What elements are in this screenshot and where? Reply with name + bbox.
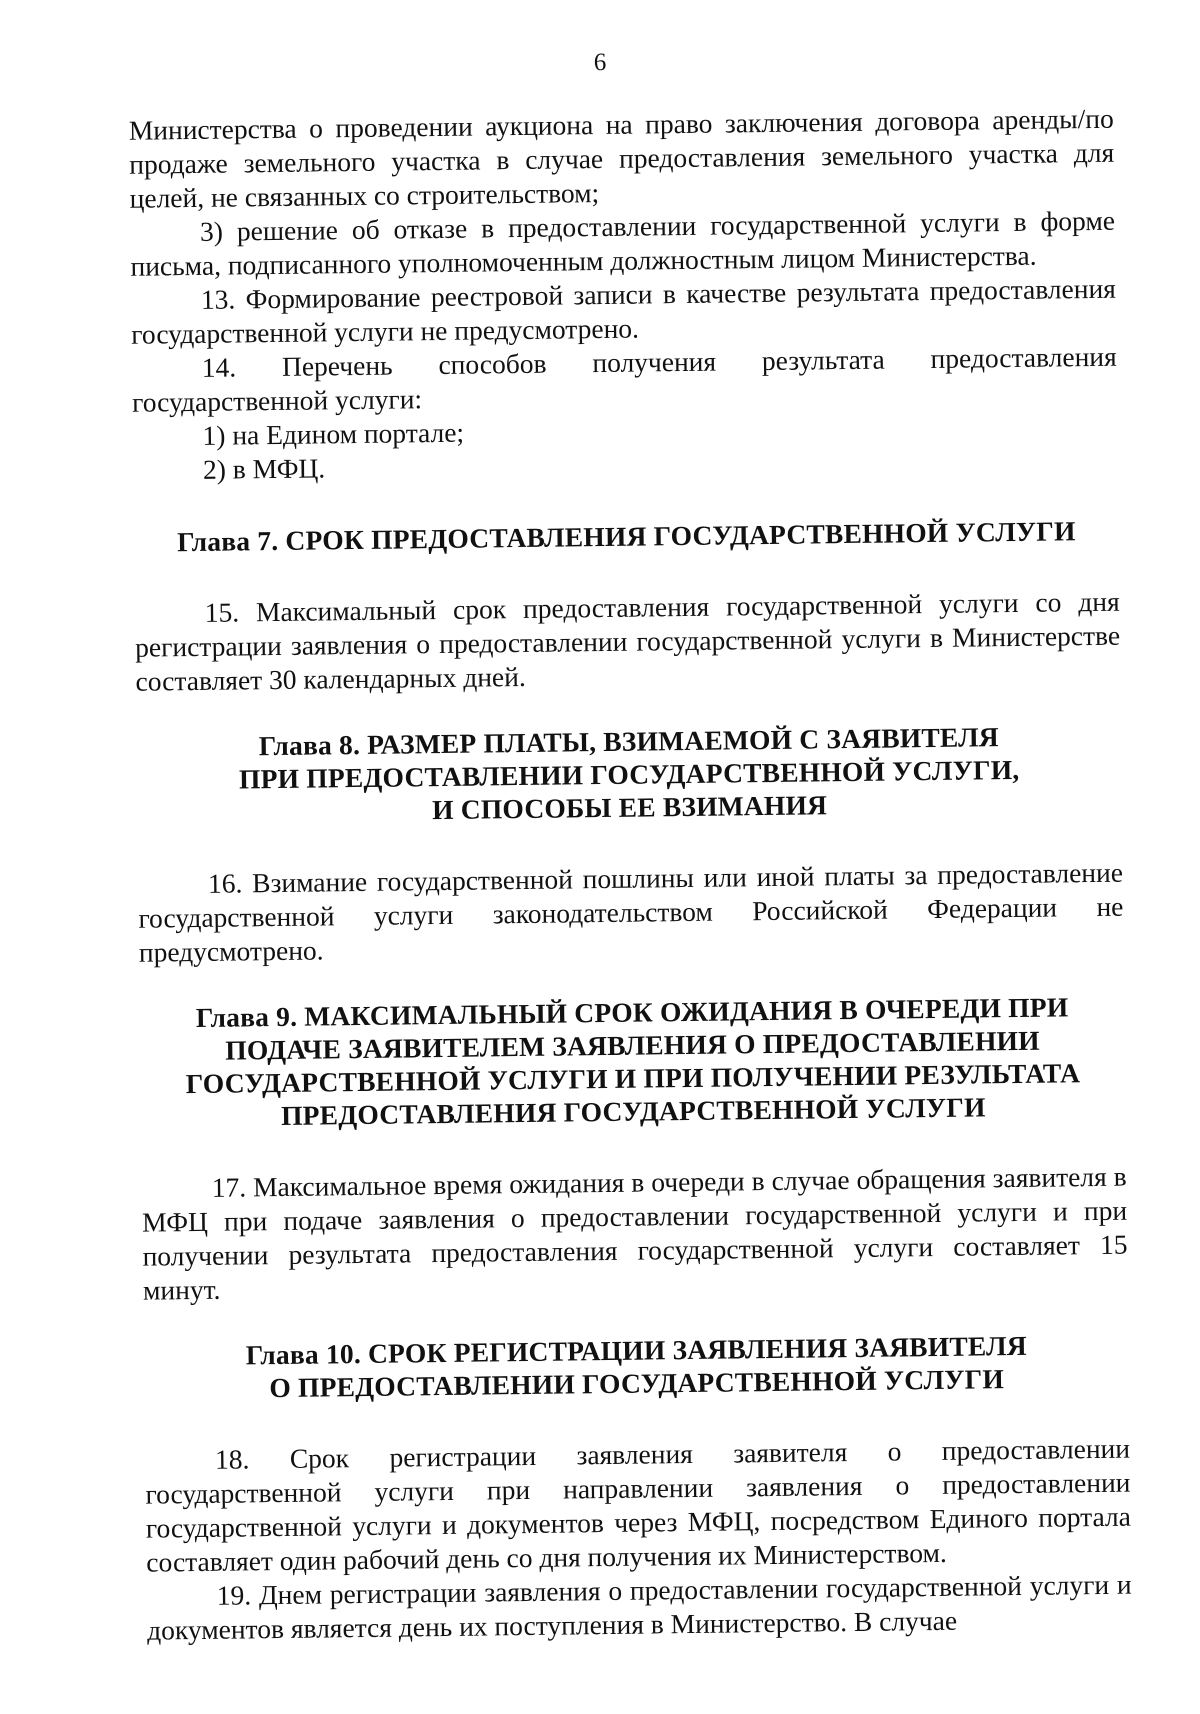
- chapter-10-heading-line: О ПРЕДОСТАВЛЕНИИ ГОСУДАРСТВЕННОЙ УСЛУГИ: [269, 1363, 1005, 1404]
- chapter-8-heading-line: Глава 8. РАЗМЕР ПЛАТЫ, ВЗИМАЕМОЙ С ЗАЯВИТЕЛЯ: [258, 721, 1000, 762]
- document-body: [129, 102, 1133, 1648]
- chapter-8-heading-line: ПРИ ПРЕДОСТАВЛЕНИИ ГОСУДАРСТВЕННОЙ УСЛУГИ,: [238, 753, 1020, 795]
- paragraph-18: 18. Срок регистрации заявления заявителя о предоставлении государственной услуги при направлении заявления о предоставлении государственной услуги и документов через МФЦ, посредством Единого портала составляет один рабочий день со дня получения их Министерством.: [145, 1432, 1132, 1578]
- paragraph-17: 17. Максимальное время ожидания в очереди в случае обращения заявителя в МФЦ при подаче заявления о предоставлении государственной услуги и при получении результата предоставления государственной услуги составляет 15 минут.: [141, 1160, 1128, 1306]
- chapter-10-heading: [144, 1328, 1130, 1406]
- paragraph-15: 15. Максимальный срок предоставления государственной услуги со дня регистрации заявления о предоставлении государственной услуги в Министерстве составляет 30 календарных дней.: [134, 585, 1121, 697]
- chapter-9-heading-line: ПРЕДОСТАВЛЕНИЯ ГОСУДАРСТВЕННОЙ УСЛУГИ: [280, 1091, 986, 1131]
- chapter-8-heading-line: И СПОСОБЫ ЕЕ ВЗИМАНИЯ: [431, 789, 828, 826]
- paragraph-14: 14. Перечень способов получения результата предоставления государственной услуги:: [131, 340, 1117, 418]
- chapter-7-heading: Глава 7. СРОК ПРЕДОСТАВЛЕНИЯ ГОСУДАРСТВЕННОЙ УСЛУГИ: [176, 515, 1076, 558]
- chapter-8-heading: [136, 719, 1122, 830]
- chapter-9-heading-line: ГОСУДАРСТВЕННОЙ УСЛУГИ И ПРИ ПОЛУЧЕНИИ РЕЗУЛЬТАТА: [185, 1057, 1081, 1100]
- list-item-single-portal: 1) на Едином портале;: [202, 416, 465, 451]
- page-number: 6: [593, 48, 607, 77]
- paragraph-19: 19. Днем регистрации заявления о предоставлении государственной услуги и документов является день их поступления в Министерство. В случае: [146, 1568, 1132, 1646]
- paragraph-item-3: 3) решение об отказе в предоставлении государственной услуги в форме письма, подписанного уполномоченным должностным лицом Министерства.: [130, 204, 1116, 282]
- paragraph-13: 13. Формирование реестровой записи в качестве результата предоставления государственной услуги не предусмотрено.: [131, 272, 1117, 350]
- list-item-mfc: 2) в МФЦ.: [202, 452, 326, 485]
- paragraph-16: 16. Взимание государственной пошлины или иной платы за предоставление государственной услуги законодательством Российской Федерации не предусмотрено.: [138, 856, 1124, 968]
- chapter-9-heading-line: ПОДАЧЕ ЗАЯВИТЕЛЕМ ЗАЯВЛЕНИЯ О ПРЕДОСТАВЛЕНИИ: [225, 1024, 1040, 1066]
- chapter-9-heading-line: Глава 9. МАКСИМАЛЬНЫЙ СРОК ОЖИДАНИЯ В ОЧЕРЕДИ ПРИ: [195, 991, 1069, 1034]
- paragraph-continuation: Министерства о проведении аукциона на право заключения договора аренды/по продаже земельного участка в случае предоставления земельного участка для целей, не связанных со строительством;: [128, 102, 1115, 214]
- chapter-10-heading-line: Глава 10. СРОК РЕГИСТРАЦИИ ЗАЯВЛЕНИЯ ЗАЯВИТЕЛЯ: [245, 1329, 1027, 1371]
- chapter-9-heading: [139, 990, 1126, 1134]
